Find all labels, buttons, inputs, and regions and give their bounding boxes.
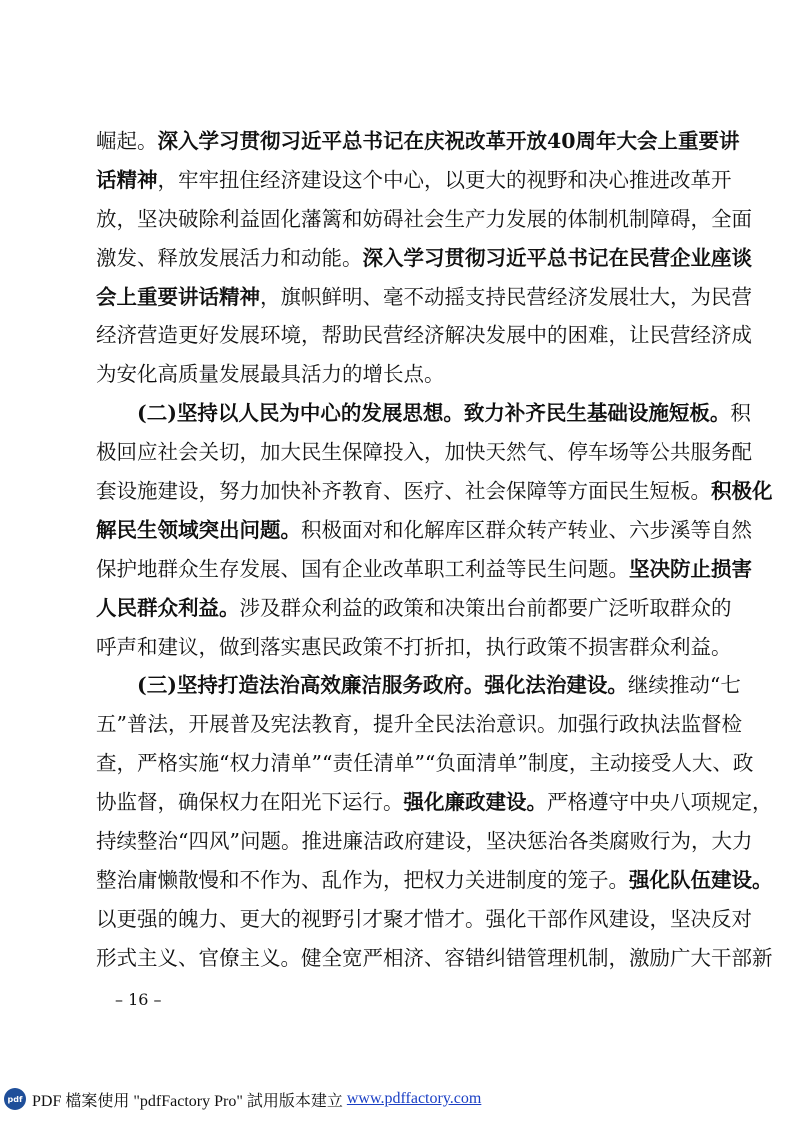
text-run: 整治庸懒散慢和不作为、乱作为，把权力关进制度的笼子。: [96, 867, 629, 892]
text-run: 套设施建设，努力加快补齐教育、医疗、社会保障等方面民生短板。: [96, 479, 711, 504]
text-run: 继续推动“七: [627, 673, 741, 698]
text-line: [96, 628, 732, 667]
text-line: [96, 316, 752, 355]
text-line: [96, 278, 752, 317]
text-run: 崛起。: [96, 129, 158, 153]
bold-text: (三)坚持打造法治高效廉洁服务政府。强化法治建设。: [96, 673, 628, 698]
text-line: [96, 666, 741, 705]
text-line: [96, 433, 752, 472]
text-run: 涉及群众利益的政策和决策出台前都要广泛听取群众的: [239, 595, 732, 620]
footer-link[interactable]: www.pdffactory.com: [346, 1090, 482, 1107]
text-run: 保护地群众生存发展、国有企业改革职工利益等民生问题。: [96, 556, 629, 581]
text-run: 经济营造更好发展环境，帮助民营经济解决发展中的困难，让民营经济成: [96, 323, 752, 348]
footer-text: PDF 檔案使用 "pdfFactory Pro" 試用版本建立: [32, 1092, 343, 1110]
text-run: ，旗帜鲜明、毫不动摇支持民营经济发展壮大，为民营: [260, 284, 752, 309]
text-run: 五”普法，开展普及宪法教育，提升全民法治意识。加强行政执法监督检: [96, 712, 742, 737]
text-run: 为安化高质量发展最具活力的增长点。: [96, 362, 445, 387]
text-run: 查，严格实施“权力清单”“责任清单”“负面清单”制度，主动接受人大、政: [96, 751, 754, 776]
bold-text: 话精神: [96, 167, 158, 192]
text-run: 极回应社会关切，加大民生保障投入，加快天然气、停车场等公共服务配: [96, 440, 752, 465]
pdf-logo-text: pdf: [7, 1094, 23, 1104]
text-line: [96, 744, 754, 783]
bold-text: 积极化: [711, 479, 773, 504]
bold-text: 会上重要讲话精神: [96, 284, 260, 309]
bold-text: (二)坚持以人民为中心的发展思想。致力补齐民生基础设施短板。: [96, 401, 731, 426]
text-line: [96, 122, 740, 161]
bold-text: 人民群众利益。: [96, 595, 240, 620]
page-number: – 16 –: [115, 990, 162, 1009]
text-run: ，牢牢扭住经济建设这个中心，以更大的视野和决心推进改革开: [157, 167, 732, 192]
bold-text: 解民生领域突出问题。: [96, 517, 301, 542]
text-line: [96, 550, 752, 589]
bold-text: 深入学习贯彻习近平总书记在庆祝改革开放40周年大会上重要讲: [157, 129, 740, 153]
text-run: 协监督，确保权力在阳光下运行。: [96, 790, 404, 815]
text-line: [96, 200, 752, 239]
bold-text: 坚决防止损害: [629, 556, 752, 581]
body-text: [96, 122, 773, 978]
text-run: 积: [730, 401, 751, 426]
text-run: 以更强的魄力、更大的视野引才聚才惜才。强化干部作风建设，坚决反对: [96, 906, 752, 931]
text-line: [96, 239, 752, 278]
pdf-logo-icon: [4, 1088, 26, 1110]
text-run: 形式主义、官僚主义。健全宽严相济、容错纠错管理机制，激励广大干部新: [96, 945, 773, 970]
bold-text: 强化廉政建设。: [403, 790, 547, 815]
bold-text: 深入学习贯彻习近平总书记在民营企业座谈: [362, 245, 752, 270]
pdf-footer: [4, 1084, 481, 1114]
text-line: [96, 394, 751, 433]
text-line: [96, 939, 773, 978]
text-line: [96, 161, 732, 200]
text-line: [96, 511, 752, 550]
text-line: [96, 783, 773, 822]
text-run: 放，坚决破除利益固化藩篱和妨碍社会生产力发展的体制机制障碍，全面: [96, 206, 752, 231]
text-run: 积极面对和化解库区群众转产转业、六步溪等自然: [301, 517, 752, 542]
text-run: 持续整治“四风”问题。推进廉洁政府建设，坚决惩治各类腐败行为，大力: [96, 829, 753, 854]
text-line: [96, 822, 753, 861]
text-line: [96, 900, 752, 939]
text-line: [96, 472, 773, 511]
text-line: [96, 589, 732, 628]
text-line: [96, 705, 742, 744]
text-run: 严格遵守中央八项规定，: [547, 790, 773, 815]
text-line: [96, 861, 773, 900]
bold-text: 强化队伍建设。: [629, 867, 773, 892]
text-run: 呼声和建议，做到落实惠民政策不打折扣，执行政策不损害群众利益。: [96, 634, 732, 659]
text-line: [96, 355, 700, 394]
text-run: 激发、释放发展活力和动能。: [96, 245, 363, 270]
